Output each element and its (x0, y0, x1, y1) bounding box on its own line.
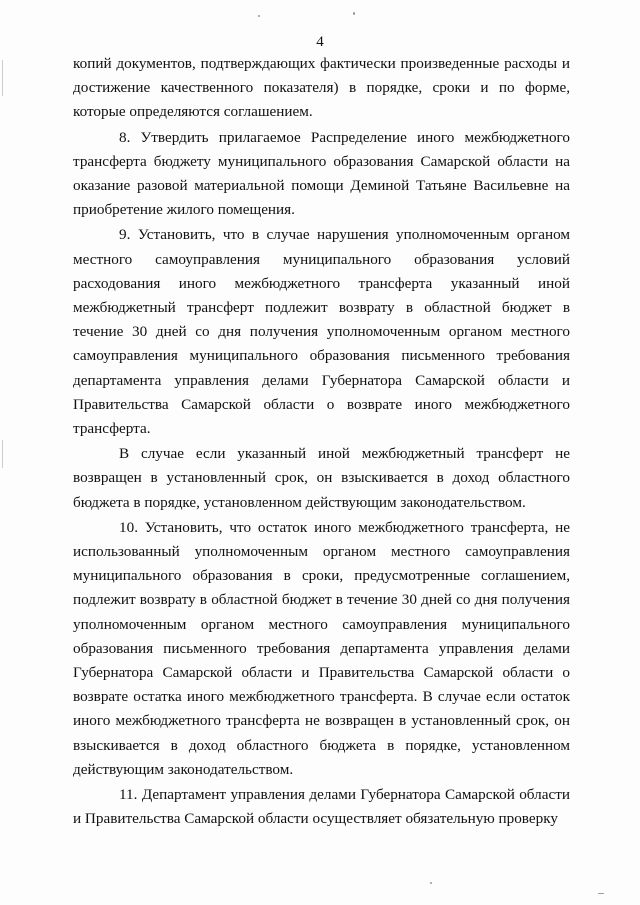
scan-speck (353, 12, 355, 15)
paragraph-item-9: 9. Установить, что в случае нарушения уполномоченным органом местного самоуправления муниципального образования условий расходования иного межбюджетного трансферта указанный иной межбюджетный трансферт подлежит возврату в областной бюджет в течение 30 дней со дня получения уполномоченным органом местного самоуправления муниципального образования письменного требования департамента управления делами Губернатора Самарской области и Правительства Самарской области о возврате иного межбюджетного трансферта. (73, 226, 570, 438)
paragraph-item-8: 8. Утвердить прилагаемое Распределение иного межбюджетного трансферта бюджету муниципального образования Самарской области на оказание разовой материальной помощи Деминой Татьяне Васильевне на приобретение жилого помещения. (73, 128, 570, 219)
page-number: 4 (316, 34, 324, 50)
paragraph-item-10: 10. Установить, что остаток иного межбюджетного трансферта, не использованный уполномоченным органом местного самоуправления муниципального образования в сроки, предусмотренные соглашением, подлежит возврату в областной бюджет в течение 30 дней со дня получения уполномоченным органом местного самоуправления муниципального образования письменного требования департамента управления делами Губернатора Самарской области и Правительства Самарской области о возврате остатка иного межбюджетного трансферта. В случае если остаток иного межбюджетного трансферта не возвращен в установленный срок, он взыскивается в доход областного бюджета в порядке, установленном действующим законодательством. (73, 518, 570, 778)
scan-edge-mark (2, 440, 3, 468)
paragraph-item-9-continuation: В случае если указанный иной межбюджетный трансферт не возвращен в установленный срок, он взыскивается в доход областного бюджета в порядке, установленном действующим законодательством. (73, 445, 570, 511)
scan-speck (598, 893, 604, 894)
paragraph-item-11: 11. Департамент управления делами Губернатора Самарской области и Правительства Самарской области осуществляет обязательную проверку (73, 786, 570, 828)
scan-edge-mark (2, 60, 3, 96)
scan-speck (258, 15, 260, 17)
document-body (73, 52, 570, 832)
paragraph-continuation: копий документов, подтверждающих фактически произведенные расходы и достижение качественного показателя) в порядке, сроки и по форме, которые определяются соглашением. (73, 55, 570, 121)
scan-speck (430, 882, 432, 884)
